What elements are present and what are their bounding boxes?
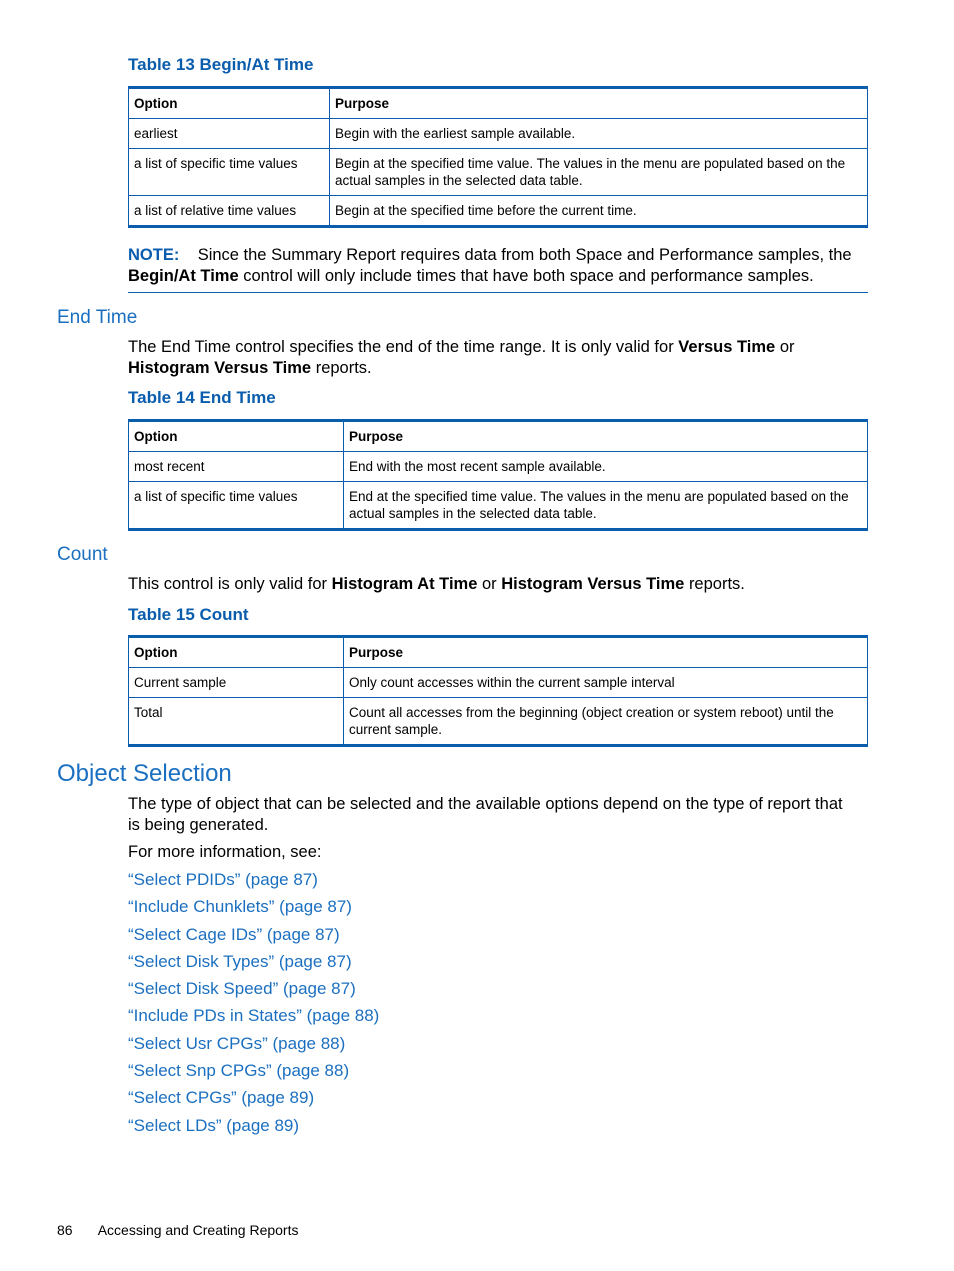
count-text-3: reports. bbox=[688, 575, 745, 593]
table15-cell: Count all accesses from the beginning (object creation or system reboot) until the current sample. bbox=[344, 698, 868, 746]
end-time-bold-2: Histogram Versus Time bbox=[128, 359, 312, 377]
table15-cell: Total bbox=[129, 698, 344, 746]
link-select-pdids[interactable]: “Select PDIDs” (page 87) bbox=[128, 870, 318, 889]
end-time-text-3: reports. bbox=[315, 359, 372, 377]
link-select-cage-ids[interactable]: “Select Cage IDs” (page 87) bbox=[128, 924, 340, 944]
table13 bbox=[128, 86, 868, 228]
table-row bbox=[129, 482, 868, 530]
note-label: NOTE: bbox=[128, 246, 180, 264]
link-select-disk-types[interactable]: “Select Disk Types” (page 87) bbox=[128, 951, 352, 971]
table-row bbox=[129, 196, 868, 227]
table15 bbox=[128, 635, 868, 747]
table13-cell: Begin with the earliest sample available. bbox=[330, 119, 868, 149]
table13-header-option: Option bbox=[129, 88, 330, 119]
count-heading: Count bbox=[57, 544, 108, 565]
note-divider bbox=[128, 292, 868, 293]
table13-cell: Begin at the specified time value. The values in the menu are populated based on the actual samples in the selected data table. bbox=[330, 149, 868, 196]
table-row bbox=[129, 149, 868, 196]
count-bold-2: Histogram Versus Time bbox=[501, 575, 685, 593]
page-number: 86 bbox=[57, 1222, 73, 1238]
end-time-text-2: or bbox=[779, 338, 795, 356]
table-row bbox=[129, 119, 868, 149]
table14-cell: most recent bbox=[129, 452, 344, 482]
table15-caption: Table 15 Count bbox=[128, 605, 249, 624]
count-text-2: or bbox=[481, 575, 497, 593]
footer-section: Accessing and Creating Reports bbox=[97, 1222, 299, 1238]
end-time-bold-1: Versus Time bbox=[678, 338, 776, 356]
count-paragraph bbox=[128, 574, 868, 595]
link-select-usr-cpgs[interactable]: “Select Usr CPGs” (page 88) bbox=[128, 1033, 346, 1053]
table14-cell: End at the specified time value. The values in the menu are populated based on the actual samples in the selected data table. bbox=[344, 482, 868, 530]
table13-cell: Begin at the specified time before the current time. bbox=[330, 196, 868, 227]
table13-header-purpose: Purpose bbox=[330, 88, 868, 119]
table15-header-option: Option bbox=[129, 637, 344, 668]
end-time-paragraph bbox=[128, 337, 868, 379]
table-row bbox=[129, 698, 868, 746]
note-text-2: control will only include times that have both space and performance samples. bbox=[243, 267, 814, 285]
table13-cell: a list of specific time values bbox=[129, 149, 330, 196]
note-bold: Begin/At Time bbox=[128, 267, 239, 285]
table-row bbox=[129, 452, 868, 482]
note bbox=[128, 245, 868, 287]
see-also-links bbox=[128, 868, 379, 1141]
page-footer bbox=[57, 1222, 320, 1238]
link-select-cpgs[interactable]: “Select CPGs” (page 89) bbox=[128, 1088, 315, 1108]
object-selection-heading: Object Selection bbox=[57, 760, 232, 787]
table15-header-purpose: Purpose bbox=[344, 637, 868, 668]
table14-header-purpose: Purpose bbox=[344, 421, 868, 452]
table13-cell: a list of relative time values bbox=[129, 196, 330, 227]
table14-header-option: Option bbox=[129, 421, 344, 452]
end-time-text-1: The End Time control specifies the end of the time range. It is only valid for bbox=[128, 338, 674, 356]
table13-cell: earliest bbox=[129, 119, 330, 149]
link-select-lds[interactable]: “Select LDs” (page 89) bbox=[128, 1115, 300, 1135]
link-include-chunklets[interactable]: “Include Chunklets” (page 87) bbox=[128, 897, 352, 917]
table14-caption: Table 14 End Time bbox=[128, 388, 276, 407]
table15-cell: Only count accesses within the current sample interval bbox=[344, 668, 868, 698]
note-text-1: Since the Summary Report requires data from both Space and Performance samples, the bbox=[197, 246, 852, 264]
object-selection-paragraph: The type of object that can be selected and the available options depend on the type of report that is being generated. bbox=[128, 795, 843, 834]
end-time-heading: End Time bbox=[57, 307, 138, 328]
table14 bbox=[128, 419, 868, 531]
table14-cell: End with the most recent sample available. bbox=[344, 452, 868, 482]
link-include-pds-in-states[interactable]: “Include PDs in States” (page 88) bbox=[128, 1006, 380, 1026]
count-bold-1: Histogram At Time bbox=[331, 575, 478, 593]
table15-cell: Current sample bbox=[129, 668, 344, 698]
table13-caption: Table 13 Begin/At Time bbox=[128, 55, 314, 74]
table14-cell: a list of specific time values bbox=[129, 482, 344, 530]
link-select-snp-cpgs[interactable]: “Select Snp CPGs” (page 88) bbox=[128, 1061, 350, 1081]
count-text-1: This control is only valid for bbox=[128, 575, 327, 593]
link-select-disk-speed[interactable]: “Select Disk Speed” (page 87) bbox=[128, 979, 356, 999]
object-selection-see-also: For more information, see: bbox=[128, 843, 322, 861]
table-row bbox=[129, 668, 868, 698]
